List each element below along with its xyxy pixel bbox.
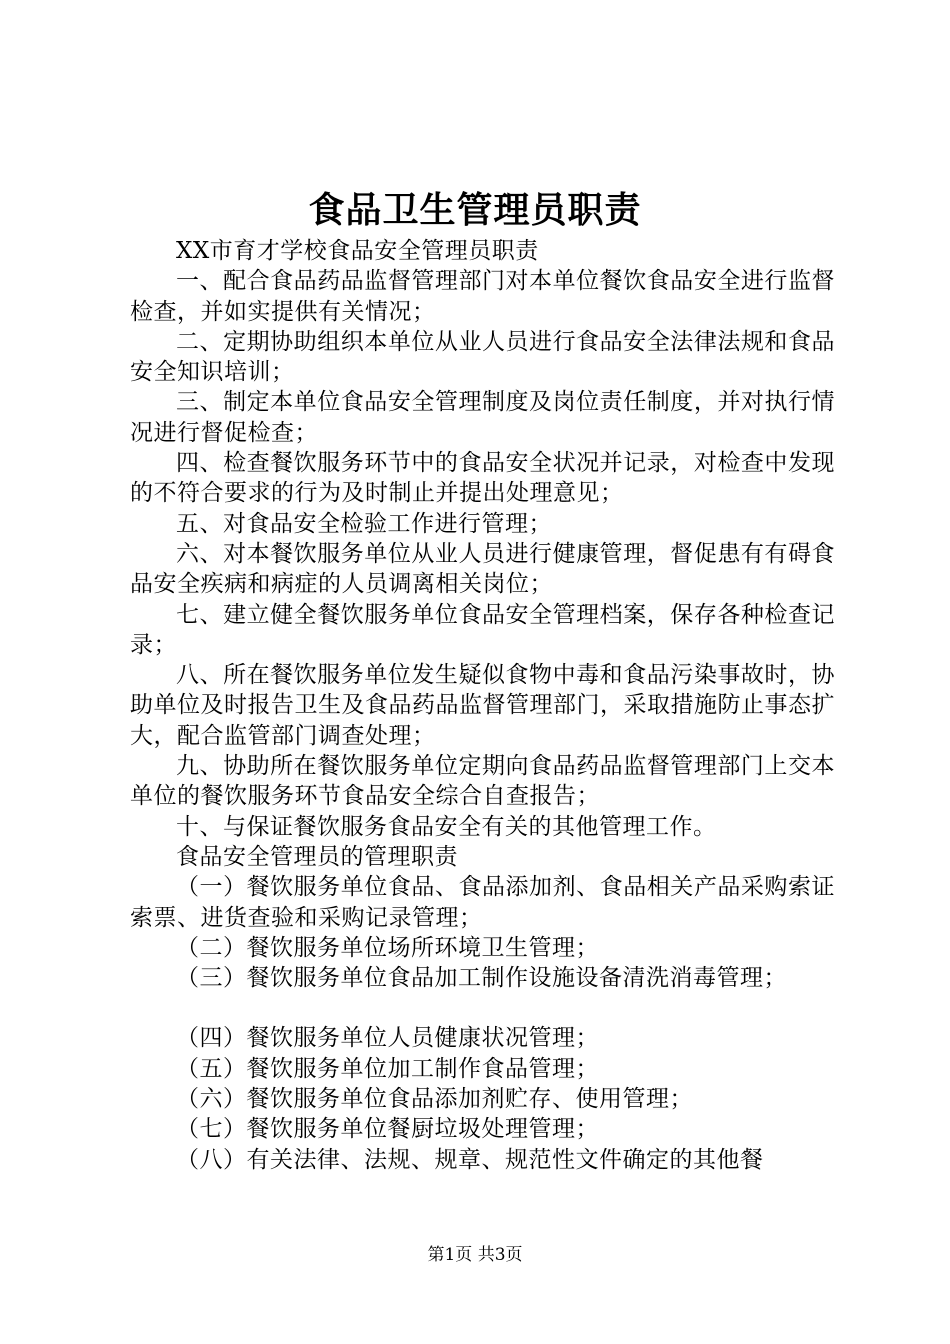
paragraph-item-3: （三）餐饮服务单位食品加工制作设施设备清洗消毒管理； [176, 965, 787, 992]
paragraph-item-8: （八）有关法律、法规、规章、规范性文件确定的其他餐 [176, 1146, 764, 1173]
paragraph-duty-7: 七、建立健全餐饮服务单位食品安全管理档案，保存各种检查记录； [130, 601, 835, 658]
paragraph-duty-2: 二、定期协助组织本单位从业人员进行食品安全法律法规和食品安全知识培训； [130, 328, 835, 386]
paragraph-duty-9: 九、协助所在餐饮服务单位定期向食品药品监督管理部门上交本单位的餐饮服务环节食品安全综合自查报告； [130, 753, 835, 810]
paragraph-item-7: （七）餐饮服务单位餐厨垃圾处理管理； [176, 1116, 599, 1143]
paragraph-duty-6: 六、对本餐饮服务单位从业人员进行健康管理，督促患有有碍食品安全疾病和病症的人员调离相关岗位； [130, 540, 835, 598]
paragraph-heading-management: 食品安全管理员的管理职责 [176, 843, 458, 870]
paragraph-duty-3: 三、制定本单位食品安全管理制度及岗位责任制度，并对执行情况进行督促检查； [130, 389, 835, 446]
page-number-footer: 第1页 共3页 [427, 1245, 523, 1265]
paragraph-duty-4: 四、检查餐饮服务环节中的食品安全状况并记录，对检查中发现的不符合要求的行为及时制止并提出处理意见； [130, 450, 835, 507]
paragraph-item-1: （一）餐饮服务单位食品、食品添加剂、食品相关产品采购索证索票、进货查验和采购记录管理； [130, 874, 835, 931]
paragraph-item-6: （六）餐饮服务单位食品添加剂贮存、使用管理； [176, 1086, 693, 1113]
paragraph-duty-1: 一、配合食品药品监督管理部门对本单位餐饮食品安全进行监督检查，并如实提供有关情况； [130, 268, 835, 325]
paragraph-duty-5: 五、对食品安全检验工作进行管理； [176, 510, 552, 537]
paragraph-duty-10: 十、与保证餐饮服务食品安全有关的其他管理工作。 [176, 813, 717, 840]
paragraph-duty-8: 八、所在餐饮服务单位发生疑似食物中毒和食品污染事故时，协助单位及时报告卫生及食品药品监督管理部门，采取措施防止事态扩大，配合监管部门调查处理； [130, 662, 835, 749]
paragraph-item-2: （二）餐饮服务单位场所环境卫生管理； [176, 934, 599, 961]
document-title: 食品卫生管理员职责 [308, 189, 642, 231]
document-body [130, 236, 835, 1175]
paragraph-heading-school: XX市育才学校食品安全管理员职责 [176, 238, 539, 264]
paragraph-item-5: （五）餐饮服务单位加工制作食品管理； [176, 1055, 599, 1082]
paragraph-item-4: （四）餐饮服务单位人员健康状况管理； [176, 1025, 599, 1052]
